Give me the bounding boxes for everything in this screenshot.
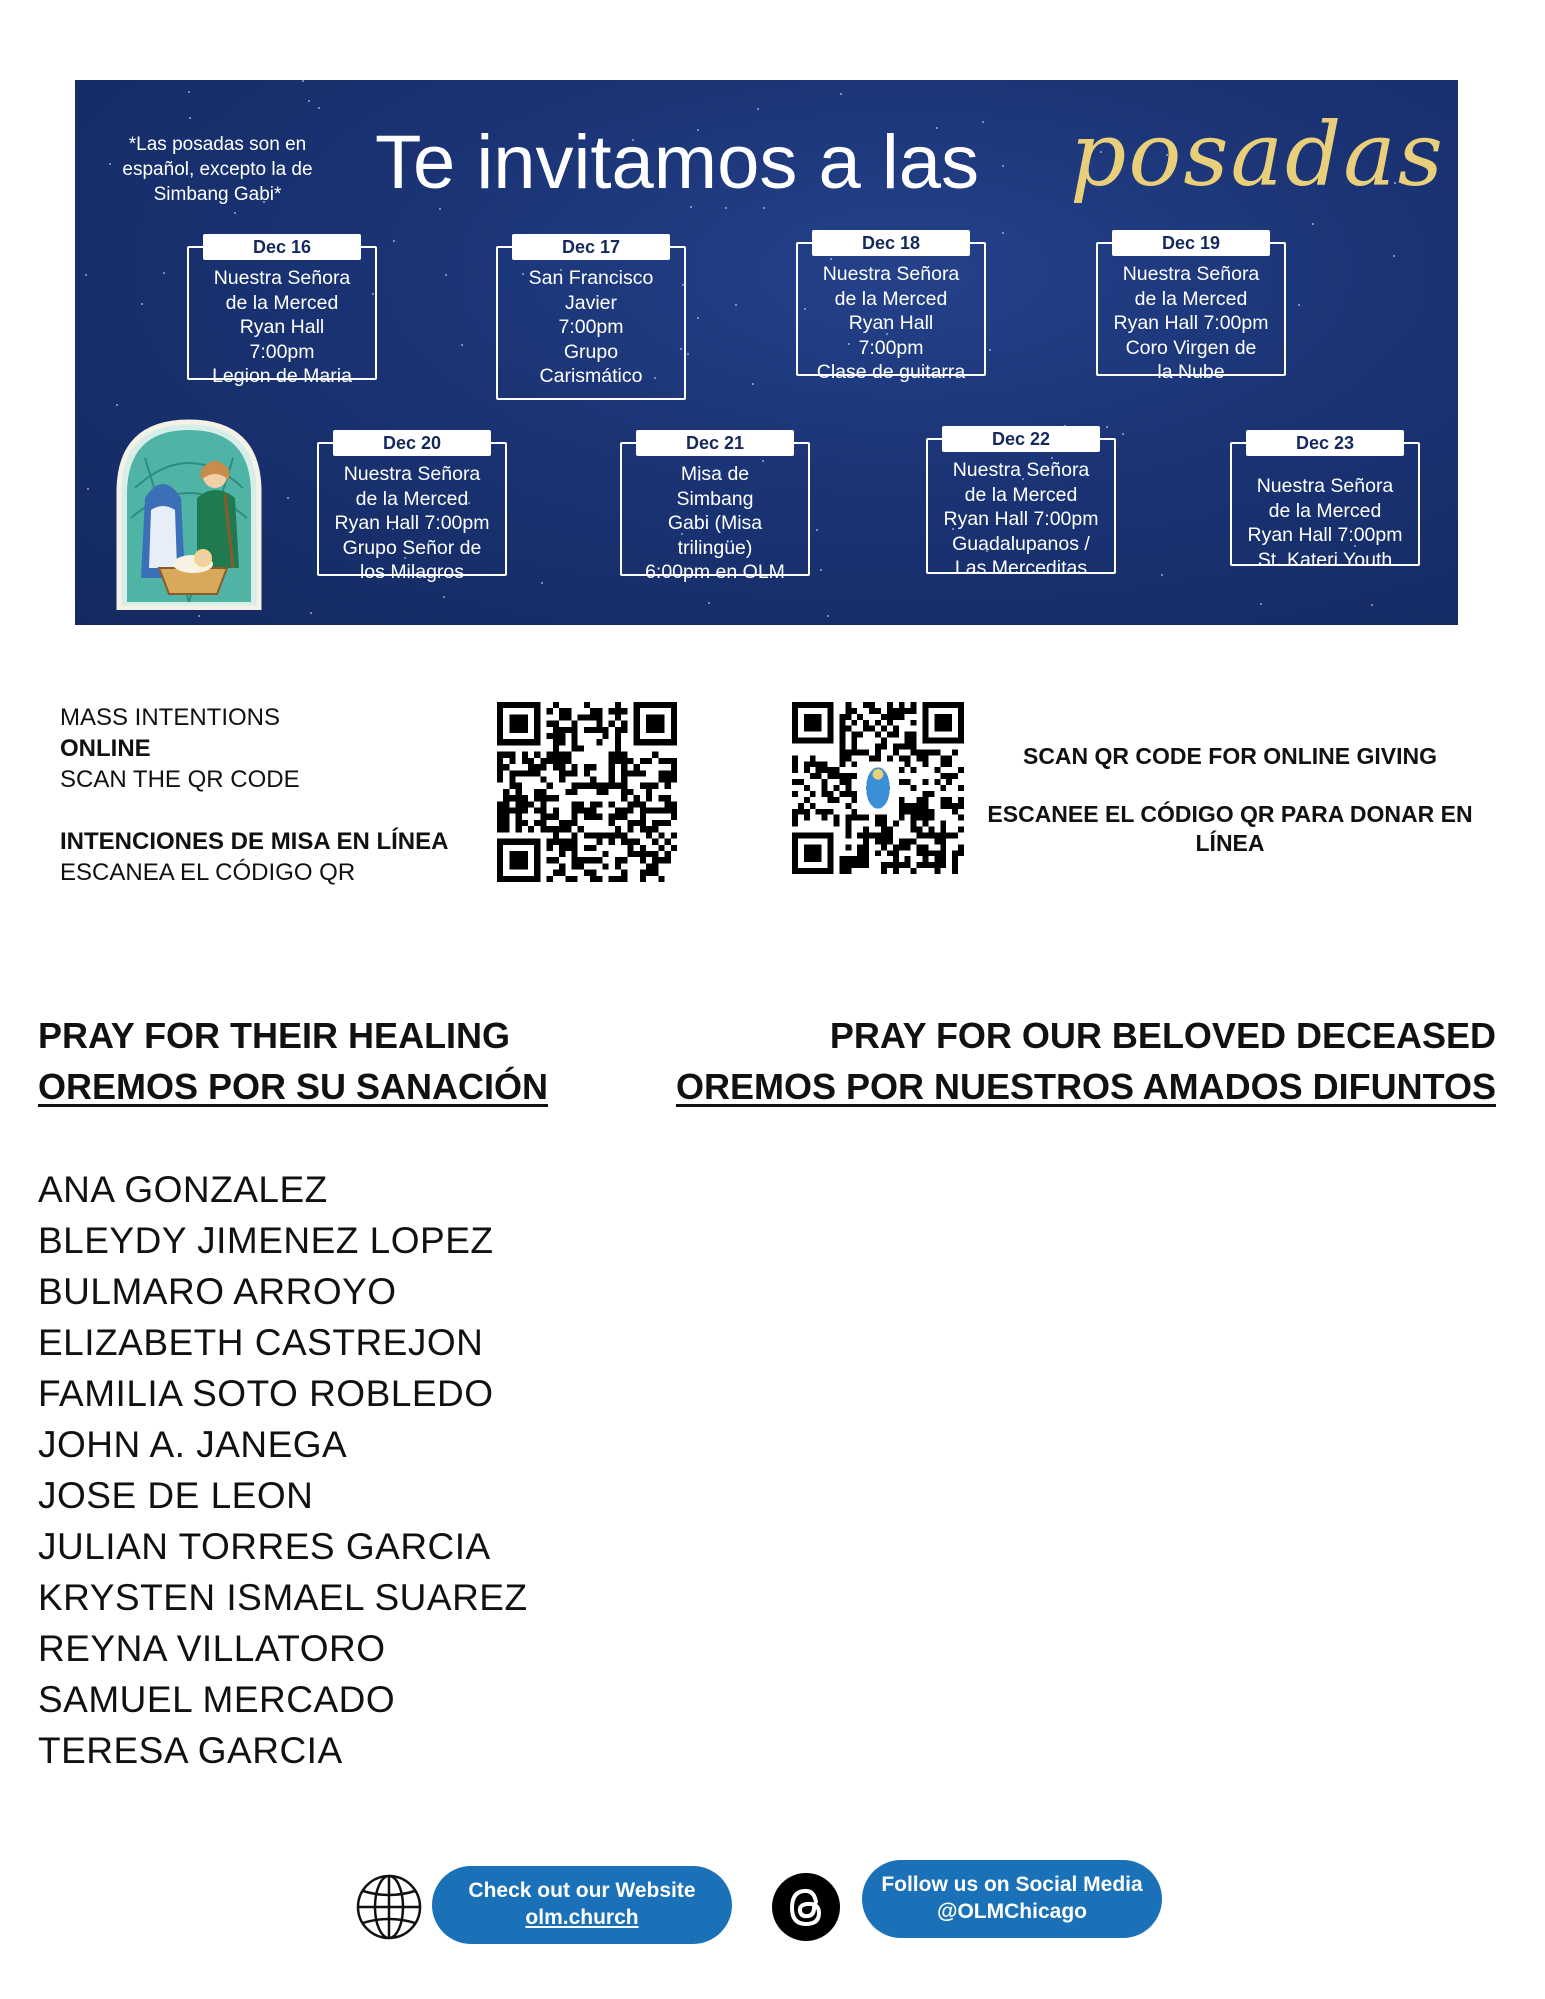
social-media-button[interactable]: [862, 1860, 1162, 1938]
star: [697, 317, 699, 319]
website-link[interactable]: olm.church: [525, 1906, 639, 1929]
star: [827, 615, 829, 617]
star: [198, 615, 200, 617]
star: [445, 274, 447, 276]
list-item: ELIZABETH CASTREJON: [38, 1322, 484, 1363]
globe-icon: [354, 1872, 424, 1942]
event-details: Nuestra Señora de la Merced Ryan Hall 7:00pm Clase de guitarra: [816, 263, 966, 383]
star: [1161, 574, 1163, 576]
online-giving-qr-code[interactable]: [792, 700, 964, 876]
star: [1002, 165, 1004, 167]
banner-headline: Te invitamos a las: [375, 120, 980, 205]
star: [820, 569, 822, 571]
healing-title-es: OREMOS POR SU SANACIÓN: [38, 1066, 549, 1107]
list-item: BULMARO ARROYO: [38, 1271, 397, 1312]
mass-intentions-title: MASS INTENTIONS: [60, 704, 281, 731]
event-card: [317, 433, 507, 583]
star: [189, 117, 191, 119]
star: [840, 93, 842, 95]
mass-intentions-scan: SCAN THE QR CODE: [60, 766, 300, 793]
star: [393, 240, 395, 242]
event-details: Nuestra Señora de la Merced Ryan Hall 7:00pm Coro Virgen de la Nube: [1113, 263, 1269, 383]
star: [234, 212, 236, 214]
list-item: FAMILIA SOTO ROBLEDO: [38, 1373, 494, 1414]
event-card: [796, 233, 986, 383]
star: [541, 582, 543, 584]
posadas-banner: [75, 80, 1458, 625]
star: [163, 272, 165, 274]
star: [982, 121, 984, 123]
healing-section-title: [38, 1010, 548, 1112]
star: [757, 108, 759, 110]
event-date: Dec 20: [333, 430, 491, 456]
star: [1122, 433, 1124, 435]
banner-headline-script: posadas: [1070, 103, 1445, 206]
list-item: TERESA GARCIA: [38, 1730, 343, 1771]
star: [1393, 255, 1395, 257]
event-details: Nuestra Señora de la Merced Ryan Hall 7:00pm Guadalupanos / Las Merceditas: [943, 459, 1099, 579]
list-item: REYNA VILLATORO: [38, 1628, 386, 1669]
event-card: [926, 429, 1116, 579]
star: [439, 208, 441, 210]
star: [816, 529, 818, 531]
mass-intentions-qr-code[interactable]: [497, 702, 677, 882]
star: [287, 497, 289, 499]
event-card: [187, 237, 377, 387]
star: [116, 404, 118, 406]
star: [461, 344, 463, 346]
star: [1106, 426, 1108, 428]
star: [318, 107, 320, 109]
event-details: Nuestra Señora de la Merced Ryan Hall 7:00pm St. Kateri Youth: [1247, 475, 1403, 571]
event-card: [1096, 233, 1286, 383]
event-date: Dec 17: [512, 234, 670, 260]
nativity-illustration: [115, 418, 263, 610]
event-date: Dec 19: [1112, 230, 1270, 256]
star: [989, 349, 991, 351]
list-item: BLEYDY JIMENEZ LOPEZ: [38, 1220, 494, 1261]
list-item: KRYSTEN ISMAEL SUAREZ: [38, 1577, 528, 1618]
list-item: SAMUEL MERCADO: [38, 1679, 396, 1720]
event-card: [620, 433, 810, 583]
star: [1371, 604, 1373, 606]
event-details: Misa de Simbang Gabi (Misa trilingüe) 6:00pm en OLM: [645, 463, 785, 583]
star: [308, 100, 310, 102]
event-details: Nuestra Señora de la Merced Ryan Hall 7:00pm Grupo Señor de los Milagros: [334, 463, 490, 583]
star: [85, 274, 87, 276]
healing-names-list: [38, 1164, 528, 1776]
social-handle: @OLMChicago: [937, 1900, 1087, 1923]
event-details: Nuestra Señora de la Merced Ryan Hall 7:00pm Legion de Maria: [212, 267, 352, 387]
star: [188, 91, 190, 93]
star: [443, 596, 445, 598]
healing-title-en: PRAY FOR THEIR HEALING: [38, 1015, 511, 1056]
mass-intentions-block: [60, 702, 480, 888]
social-label: Follow us on Social Media: [881, 1873, 1143, 1896]
mass-intentions-scan-es: ESCANEA EL CÓDIGO QR: [60, 859, 356, 886]
star: [687, 353, 689, 355]
list-item: JULIAN TORRES GARCIA: [38, 1526, 491, 1567]
banner-note: *Las posadas son en español, excepto la de Simbang Gabi*: [122, 134, 313, 205]
star: [1002, 232, 1004, 234]
threads-icon[interactable]: [771, 1872, 841, 1942]
event-card: [1230, 433, 1420, 571]
event-date: Dec 16: [203, 234, 361, 260]
website-button[interactable]: [432, 1866, 732, 1944]
star: [735, 304, 737, 306]
online-giving-spanish: ESCANEE EL CÓDIGO QR PARA DONAR EN LÍNEA: [987, 801, 1473, 856]
star: [87, 488, 89, 490]
website-label: Check out our Website: [468, 1879, 696, 1902]
mass-intentions-title-es: INTENCIONES DE MISA EN LÍNEA: [60, 828, 449, 855]
event-date: Dec 23: [1246, 430, 1404, 456]
event-date: Dec 21: [636, 430, 794, 456]
star: [752, 383, 754, 385]
online-giving-english: SCAN QR CODE FOR ONLINE GIVING: [1022, 743, 1438, 769]
star: [1312, 223, 1314, 225]
star: [1260, 603, 1262, 605]
event-date: Dec 18: [812, 230, 970, 256]
event-card: [496, 237, 686, 400]
star: [310, 612, 312, 614]
deceased-title-en: PRAY FOR OUR BELOVED DECEASED: [829, 1015, 1496, 1056]
deceased-section-title: [676, 1010, 1496, 1112]
event-date: Dec 22: [942, 426, 1100, 452]
mass-intentions-online: ONLINE: [60, 735, 151, 762]
star: [141, 303, 143, 305]
list-item: ANA GONZALEZ: [38, 1169, 328, 1210]
star: [708, 602, 710, 604]
list-item: JOHN A. JANEGA: [38, 1424, 348, 1465]
star: [302, 80, 304, 82]
list-item: JOSE DE LEON: [38, 1475, 314, 1516]
event-details: San Francisco Javier 7:00pm Grupo Carismático: [528, 267, 654, 387]
online-giving-text: [980, 742, 1480, 858]
star: [1298, 304, 1300, 306]
deceased-title-es: OREMOS POR NUESTROS AMADOS DIFUNTOS: [675, 1066, 1496, 1107]
